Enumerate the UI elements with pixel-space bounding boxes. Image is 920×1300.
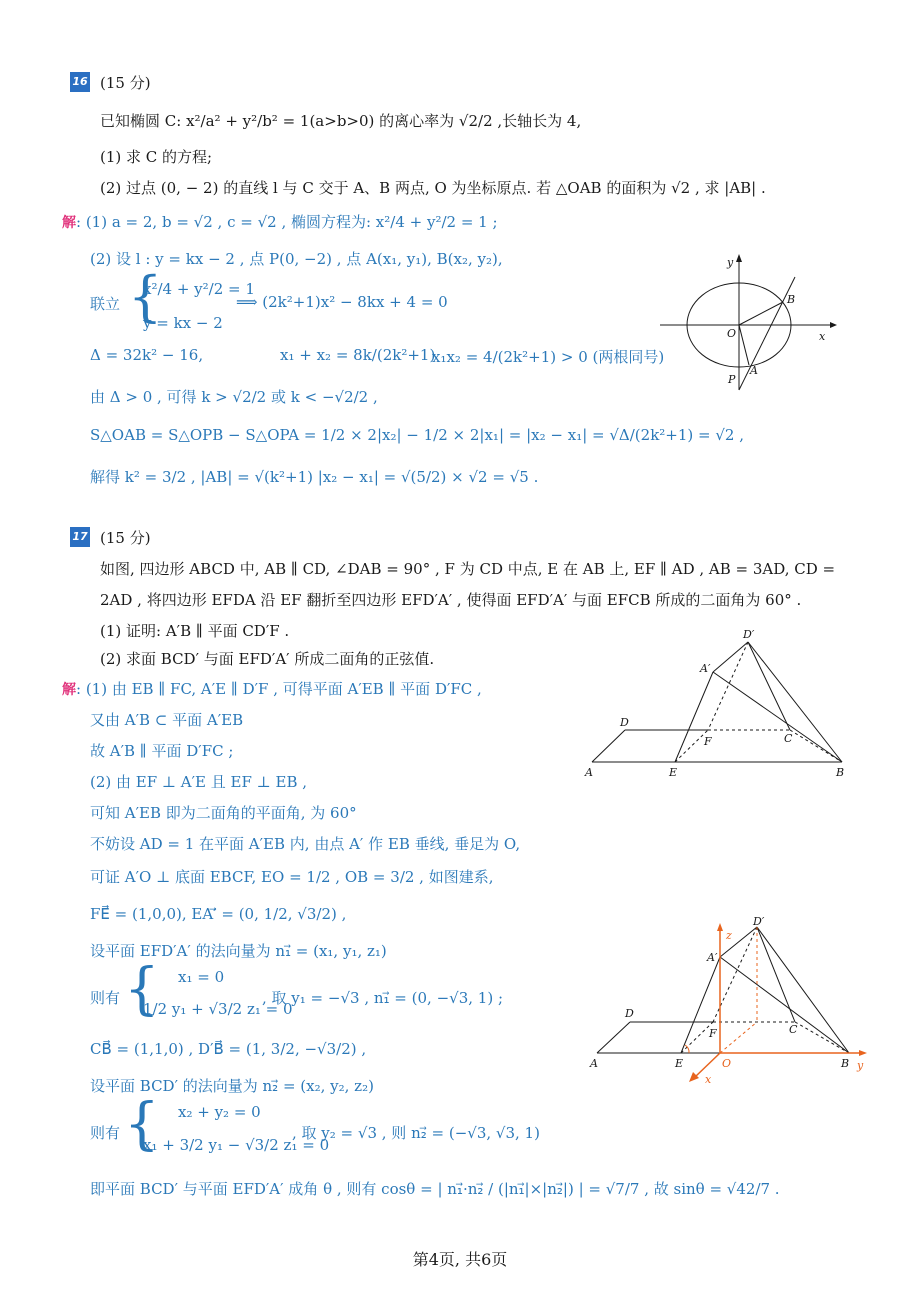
folded-quadrilateral-figure	[580, 630, 850, 780]
page-footer: 第4页, 共6页	[412, 1250, 508, 1269]
label-B: B	[787, 293, 796, 306]
fig2-label-C: C	[789, 1023, 798, 1036]
solution-17-step11: CB⃗ = (1,1,0) , D′B⃗ = (1, 3/2, −√3/2) ,	[90, 1040, 367, 1058]
problem-17-q1: (1) 证明: A′B ∥ 平面 CD′F .	[100, 622, 290, 640]
fig2-label-x: x	[705, 1073, 712, 1086]
solution-17-step9: 设平面 EFD′A′ 的法向量为 n₁⃗ = (x₁, y₁, z₁)	[90, 942, 387, 960]
fig2-label-O: O	[722, 1057, 732, 1070]
jie-label: 解	[62, 215, 76, 231]
label-O: O	[727, 327, 737, 340]
fig1-label-B: B	[836, 766, 845, 779]
solution-17-step12: 设平面 BCD′ 的法向量为 n₂⃗ = (x₂, y₂, z₂)	[90, 1077, 374, 1095]
label-y: y	[727, 256, 734, 269]
fig1-label-F: F	[704, 735, 712, 748]
solution-17-step4: (2) 由 EF ⊥ A′E 且 EF ⊥ EB ,	[90, 773, 308, 791]
system-brace-17a: {	[124, 957, 160, 1022]
fig2-edge-D'C	[757, 927, 795, 1022]
fig2-label-E: E	[675, 1057, 684, 1070]
edge-A'B	[713, 672, 842, 762]
problem-16-points: (15 分)	[100, 74, 151, 92]
fig2-label-D: D	[625, 1007, 634, 1020]
solution-17-step10-result: , 取 y₁ = −√3 , n₁⃗ = (0, −√3, 1) ;	[262, 989, 504, 1007]
system-brace-16: {	[128, 265, 163, 328]
solution-17-step7: 可证 A′O ⊥ 底面 EBCF, EO = 1/2 , OB = 3/2 , 如图建系,	[90, 868, 494, 886]
fig1-label-D: D	[620, 716, 629, 729]
fig2-label-y: y	[857, 1059, 864, 1072]
fig2-label-z: z	[726, 929, 732, 942]
solution-16-sys2: y = kx − 2	[143, 314, 223, 332]
y-axis-arrow	[736, 254, 742, 262]
fig2-edge-D'B	[757, 927, 849, 1053]
solution-16-step3-prefix: 联立	[90, 295, 121, 313]
problem-17-badge: 17	[70, 527, 90, 547]
system-brace-17b: {	[124, 1092, 160, 1157]
fig2-label-A': A′	[707, 951, 718, 964]
problem-16-q2: (2) 过点 (0, − 2) 的直线 l 与 C 交于 A、B 两点, O 为坐标原点. 若 △OAB 的面积为 √2 , 求 |AB| .	[100, 179, 766, 197]
fig1-label-A': A′	[700, 662, 711, 675]
label-A: A	[750, 364, 758, 377]
problem-17-stem2: 2AD , 将四边形 EFDA 沿 EF 翻折至四边形 EFD′A′ , 使得面 EFD′A′ 与面 EFCB 所成的二面角为 60° .	[100, 591, 802, 609]
ellipse-figure	[655, 250, 845, 400]
problem-17-points: (15 分)	[100, 529, 151, 547]
problem-17-stem1: 如图, 四边形 ABCD 中, AB ∥ CD, ∠DAB = 90° , F 为 CD 中点, E 在 AB 上, EF ∥ AD , AB = 3AD, CD =	[100, 560, 836, 578]
fig2-edge-CB	[795, 1022, 849, 1053]
fig2-edge-A'B	[720, 957, 849, 1053]
fig2-label-F: F	[709, 1027, 717, 1040]
solution-16-step5: 由 Δ > 0 , 可得 k > √2/2 或 k < −√2/2 ,	[90, 388, 378, 406]
fig2-edge-AD	[597, 1022, 630, 1053]
edge-D'B	[748, 642, 842, 762]
fig2-label-D': D′	[753, 915, 765, 928]
problem-16-badge: 16	[70, 72, 90, 92]
solution-17-step14: 即平面 BCD′ 与平面 EFD′A′ 成角 θ , 则有 cosθ = | n₁⃗·n₂⃗ / (|n₁⃗|×|n₂⃗|) | = √7/7 , 故 sinθ = √42/7 .	[90, 1180, 780, 1198]
z-axis-arrow	[717, 923, 723, 931]
coordinate-system-figure	[585, 915, 875, 1090]
fig1-label-C: C	[784, 732, 793, 745]
solution-17-sys2b: x₁ + 3/2 y₁ − √3/2 z₁ = 0	[143, 1136, 330, 1154]
solution-16-step4a: Δ = 32k² − 16,	[90, 346, 204, 364]
solution-17-step1: : (1) 由 EB ∥ FC, A′E ∥ D′F , 可得平面 A′EB ∥ 平面 D′FC ,	[76, 680, 482, 698]
x-axis-arrow	[830, 322, 837, 328]
edge-D'C	[748, 642, 790, 730]
fig1-label-A: A	[585, 766, 593, 779]
problem-17-q2: (2) 求面 BCD′ 与面 EFD′A′ 所成二面角的正弦值.	[100, 650, 435, 668]
edge-EA'	[675, 672, 713, 762]
edge-AD	[592, 730, 625, 762]
solution-17-sys1b: 1/2 y₁ + √3/2 z₁ = 0	[143, 1000, 293, 1018]
fig2-label-B: B	[841, 1057, 850, 1070]
solution-17-step8: FE⃗ = (1,0,0), EA′⃗ = (0, 1/2, √3/2) ,	[90, 905, 347, 923]
problem-16-q1: (1) 求 C 的方程;	[100, 148, 213, 166]
edge-CB	[790, 730, 842, 762]
solution-17-sys2a: x₂ + y₂ = 0	[178, 1103, 261, 1121]
y-axis-3d-arrow	[859, 1050, 867, 1056]
solution-16-line1	[62, 211, 498, 232]
solution-17-step3: 故 A′B ∥ 平面 D′FC ;	[90, 742, 234, 760]
projection-base	[720, 1022, 757, 1053]
solution-17-step6: 不妨设 AD = 1 在平面 A′EB 内, 由点 A′ 作 EB 垂线, 垂足为 O,	[90, 835, 521, 853]
fig1-label-D': D′	[743, 628, 755, 641]
fig2-label-A: A	[590, 1057, 598, 1070]
solution-16-step4b: x₁ + x₂ = 8k/(2k²+1)	[280, 346, 436, 364]
problem-16-stem: 已知椭圆 C: x²/a² + y²/b² = 1(a>b>0) 的离心率为 √2/2 ,长轴长为 4,	[100, 112, 582, 130]
jie-label-17: 解	[62, 682, 76, 698]
fig1-label-E: E	[669, 766, 678, 779]
solution-17-step13-result: , 取 y₂ = √3 , 则 n₂⃗ = (−√3, √3, 1)	[292, 1124, 540, 1142]
solution-17-line1	[62, 678, 482, 699]
solution-16-step7: 解得 k² = 3/2 , |AB| = √(k²+1) |x₂ − x₁| = √(5/2) × √2 = √5 .	[90, 468, 539, 486]
solution-16-step4c: x₁x₂ = 4/(2k²+1) > 0 (两根同号)	[432, 348, 665, 366]
solution-17-step10-prefix: 则有	[90, 989, 121, 1007]
solution-16-sys1: x²/4 + y²/2 = 1	[143, 280, 255, 298]
solution-17-step13-prefix: 则有	[90, 1124, 121, 1142]
label-x: x	[819, 330, 826, 343]
solution-17-step5: 可知 A′EB 即为二面角的平面角, 为 60°	[90, 804, 357, 822]
solution-16-step2: (2) 设 l : y = kx − 2 , 点 P(0, −2) , 点 A(x₁, y₁), B(x₂, y₂),	[90, 250, 503, 268]
solution-16-step3-result: ⟹ (2k²+1)x² − 8kx + 4 = 0	[236, 293, 448, 311]
solution-17-step2: 又由 A′B ⊂ 平面 A′EB	[90, 711, 244, 729]
segment-OA	[739, 325, 749, 365]
edge-D'F	[708, 642, 748, 730]
solution-16-step6: S△OAB = S△OPB − S△OPA = 1/2 × 2|x₂| − 1/2 × 2|x₁| = |x₂ − x₁| = √Δ/(2k²+1) = √2 ,	[90, 426, 745, 444]
edge-A'D'	[713, 642, 748, 672]
solution-16-step1: : (1) a = 2, b = √2 , c = √2 , 椭圆方程为: x²/4 + y²/2 = 1 ;	[76, 213, 498, 231]
x-axis-3d-arrow	[689, 1072, 699, 1082]
label-P: P	[728, 373, 736, 386]
solution-17-sys1a: x₁ = 0	[178, 968, 225, 986]
